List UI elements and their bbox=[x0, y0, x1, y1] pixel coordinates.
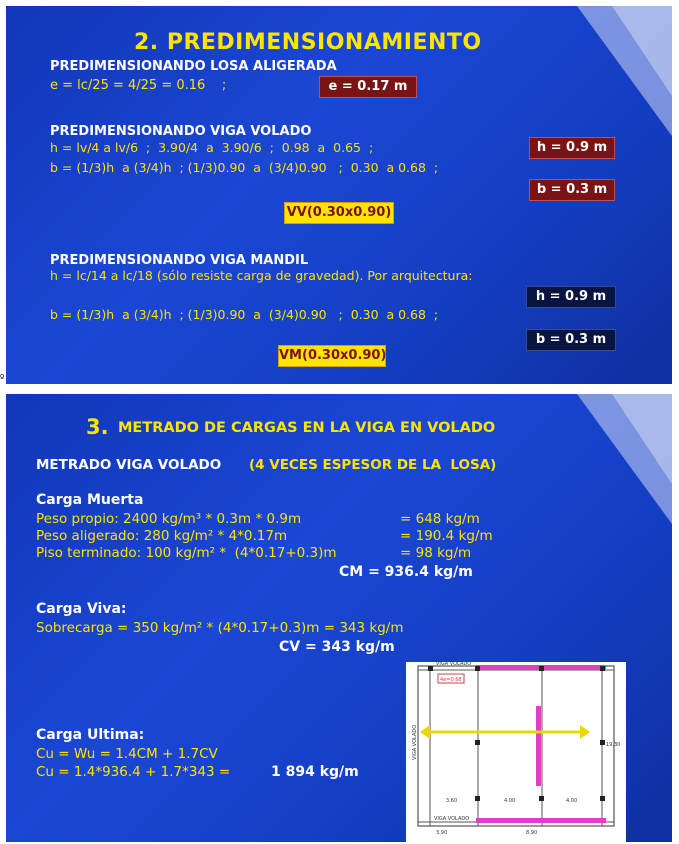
plan-column bbox=[600, 740, 605, 745]
plan-column bbox=[475, 666, 480, 671]
volado-b-formula: b = (1/3)h a (3/4)h ; (1/3)0.90 a (3/4)0.90 ; 0.30 a 0.68 ; bbox=[50, 160, 439, 175]
plan-right-label: 19.30 bbox=[606, 742, 621, 748]
plan-top-label: VIGA VOLADO bbox=[436, 662, 472, 667]
plan-column bbox=[428, 666, 433, 671]
mandil-h-result: h = 0.9 m bbox=[526, 286, 616, 308]
losa-heading: PREDIMENSIONANDO LOSA ALIGERADA bbox=[50, 59, 337, 74]
muerta-total: CM = 936.4 kg/m bbox=[339, 564, 473, 580]
plan-dim-1: 3.60 bbox=[446, 798, 458, 804]
plan-beam-bottom bbox=[476, 818, 606, 823]
plan-arrow-left-head bbox=[420, 725, 430, 739]
corner-decoration-highlight bbox=[612, 6, 672, 96]
mandil-b-formula: b = (1/3)h a (3/4)h ; (1/3)0.90 a (3/4)0.90 ; 0.30 a 0.68 ; bbox=[50, 307, 439, 322]
slide-title: 2. PREDIMENSIONAMIENTO bbox=[134, 30, 482, 55]
carga-viva-heading: Carga Viva: bbox=[36, 601, 127, 617]
losa-result: e = 0.17 m bbox=[319, 76, 417, 98]
muerta-line-3-left: Piso terminado: 100 kg/m² * (4*0.17+0.3)m bbox=[36, 545, 337, 561]
plan-bottom-dim-2: 8.90 bbox=[526, 830, 538, 836]
viva-line: Sobrecarga = 350 kg/m² * (4*0.17+0.3)m = 343 kg/m bbox=[36, 620, 404, 636]
plan-dim-3: 4.00 bbox=[566, 798, 578, 804]
floor-plan-drawing bbox=[406, 662, 626, 842]
viva-total: CV = 343 kg/m bbox=[279, 639, 395, 655]
mandil-b-result: b = 0.3 m bbox=[526, 329, 616, 351]
losa-formula: e = lc/25 = 4/25 = 0.16 ; bbox=[50, 78, 227, 93]
floor-plan-svg bbox=[406, 662, 626, 842]
slide-title: METRADO DE CARGAS EN LA VIGA EN VOLADO bbox=[118, 420, 496, 436]
plan-arrow-right-head bbox=[580, 725, 590, 739]
plan-column bbox=[600, 666, 605, 671]
stray-mark: º bbox=[0, 374, 5, 384]
slide-title-number: 3. bbox=[86, 415, 109, 439]
plan-bottom-dim-1: 3.90 bbox=[436, 830, 448, 836]
muerta-line-1-right: = 648 kg/m bbox=[400, 511, 480, 527]
plan-column bbox=[475, 796, 480, 801]
mandil-heading: PREDIMENSIONANDO VIGA MANDIL bbox=[50, 253, 309, 268]
mandil-section-label: VM(0.30x0.90) bbox=[278, 345, 386, 367]
volado-heading: PREDIMENSIONANDO VIGA VOLADO bbox=[50, 124, 312, 139]
muerta-line-1-left: Peso propio: 2400 kg/m³ * 0.3m * 0.9m bbox=[36, 511, 302, 527]
carga-ultima-heading: Carga Ultima: bbox=[36, 727, 145, 743]
plan-left-label: VIGA VOLADO bbox=[412, 724, 418, 760]
plan-dim-2: 4.00 bbox=[504, 798, 516, 804]
volado-h-result: h = 0.9 m bbox=[529, 137, 615, 159]
volado-h-formula: h = lv/4 a lv/6 ; 3.90/4 a 3.90/6 ; 0.98 a 0.65 ; bbox=[50, 140, 374, 155]
ultima-line-2-prefix: Cu = 1.4*936.4 + 1.7*343 = bbox=[36, 764, 235, 780]
muerta-line-3-right: = 98 kg/m bbox=[400, 545, 472, 561]
ultima-line-1: Cu = Wu = 1.4CM + 1.7CV bbox=[36, 746, 218, 762]
subtitle-note: (4 VECES ESPESOR DE LA LOSA) bbox=[249, 457, 497, 473]
plan-beam-middle bbox=[536, 706, 541, 786]
ultima-line-2-result: 1 894 kg/m bbox=[271, 764, 359, 780]
muerta-line-2-left: Peso aligerado: 280 kg/m² * 4*0.17m bbox=[36, 528, 288, 544]
plan-column bbox=[539, 666, 544, 671]
plan-column bbox=[475, 740, 480, 745]
mandil-h-formula: h = lc/14 a lc/18 (sólo resiste carga de gravedad). Por arquitectura: bbox=[50, 268, 473, 283]
corner-decoration-highlight bbox=[612, 394, 672, 484]
plan-column bbox=[539, 796, 544, 801]
slide-predimensionamiento bbox=[6, 6, 672, 384]
plan-tag: 4e=0.68 bbox=[440, 677, 462, 683]
volado-b-result: b = 0.3 m bbox=[529, 179, 615, 201]
volado-section-label: VV(0.30x0.90) bbox=[284, 202, 394, 224]
subtitle: METRADO VIGA VOLADO bbox=[36, 457, 222, 473]
muerta-line-2-right: = 190.4 kg/m bbox=[400, 528, 493, 544]
slide-metrado-cargas bbox=[6, 394, 672, 842]
plan-column bbox=[600, 796, 605, 801]
plan-bottom-label: VIGA VOLADO bbox=[434, 816, 470, 822]
carga-muerta-heading: Carga Muerta bbox=[36, 492, 144, 508]
